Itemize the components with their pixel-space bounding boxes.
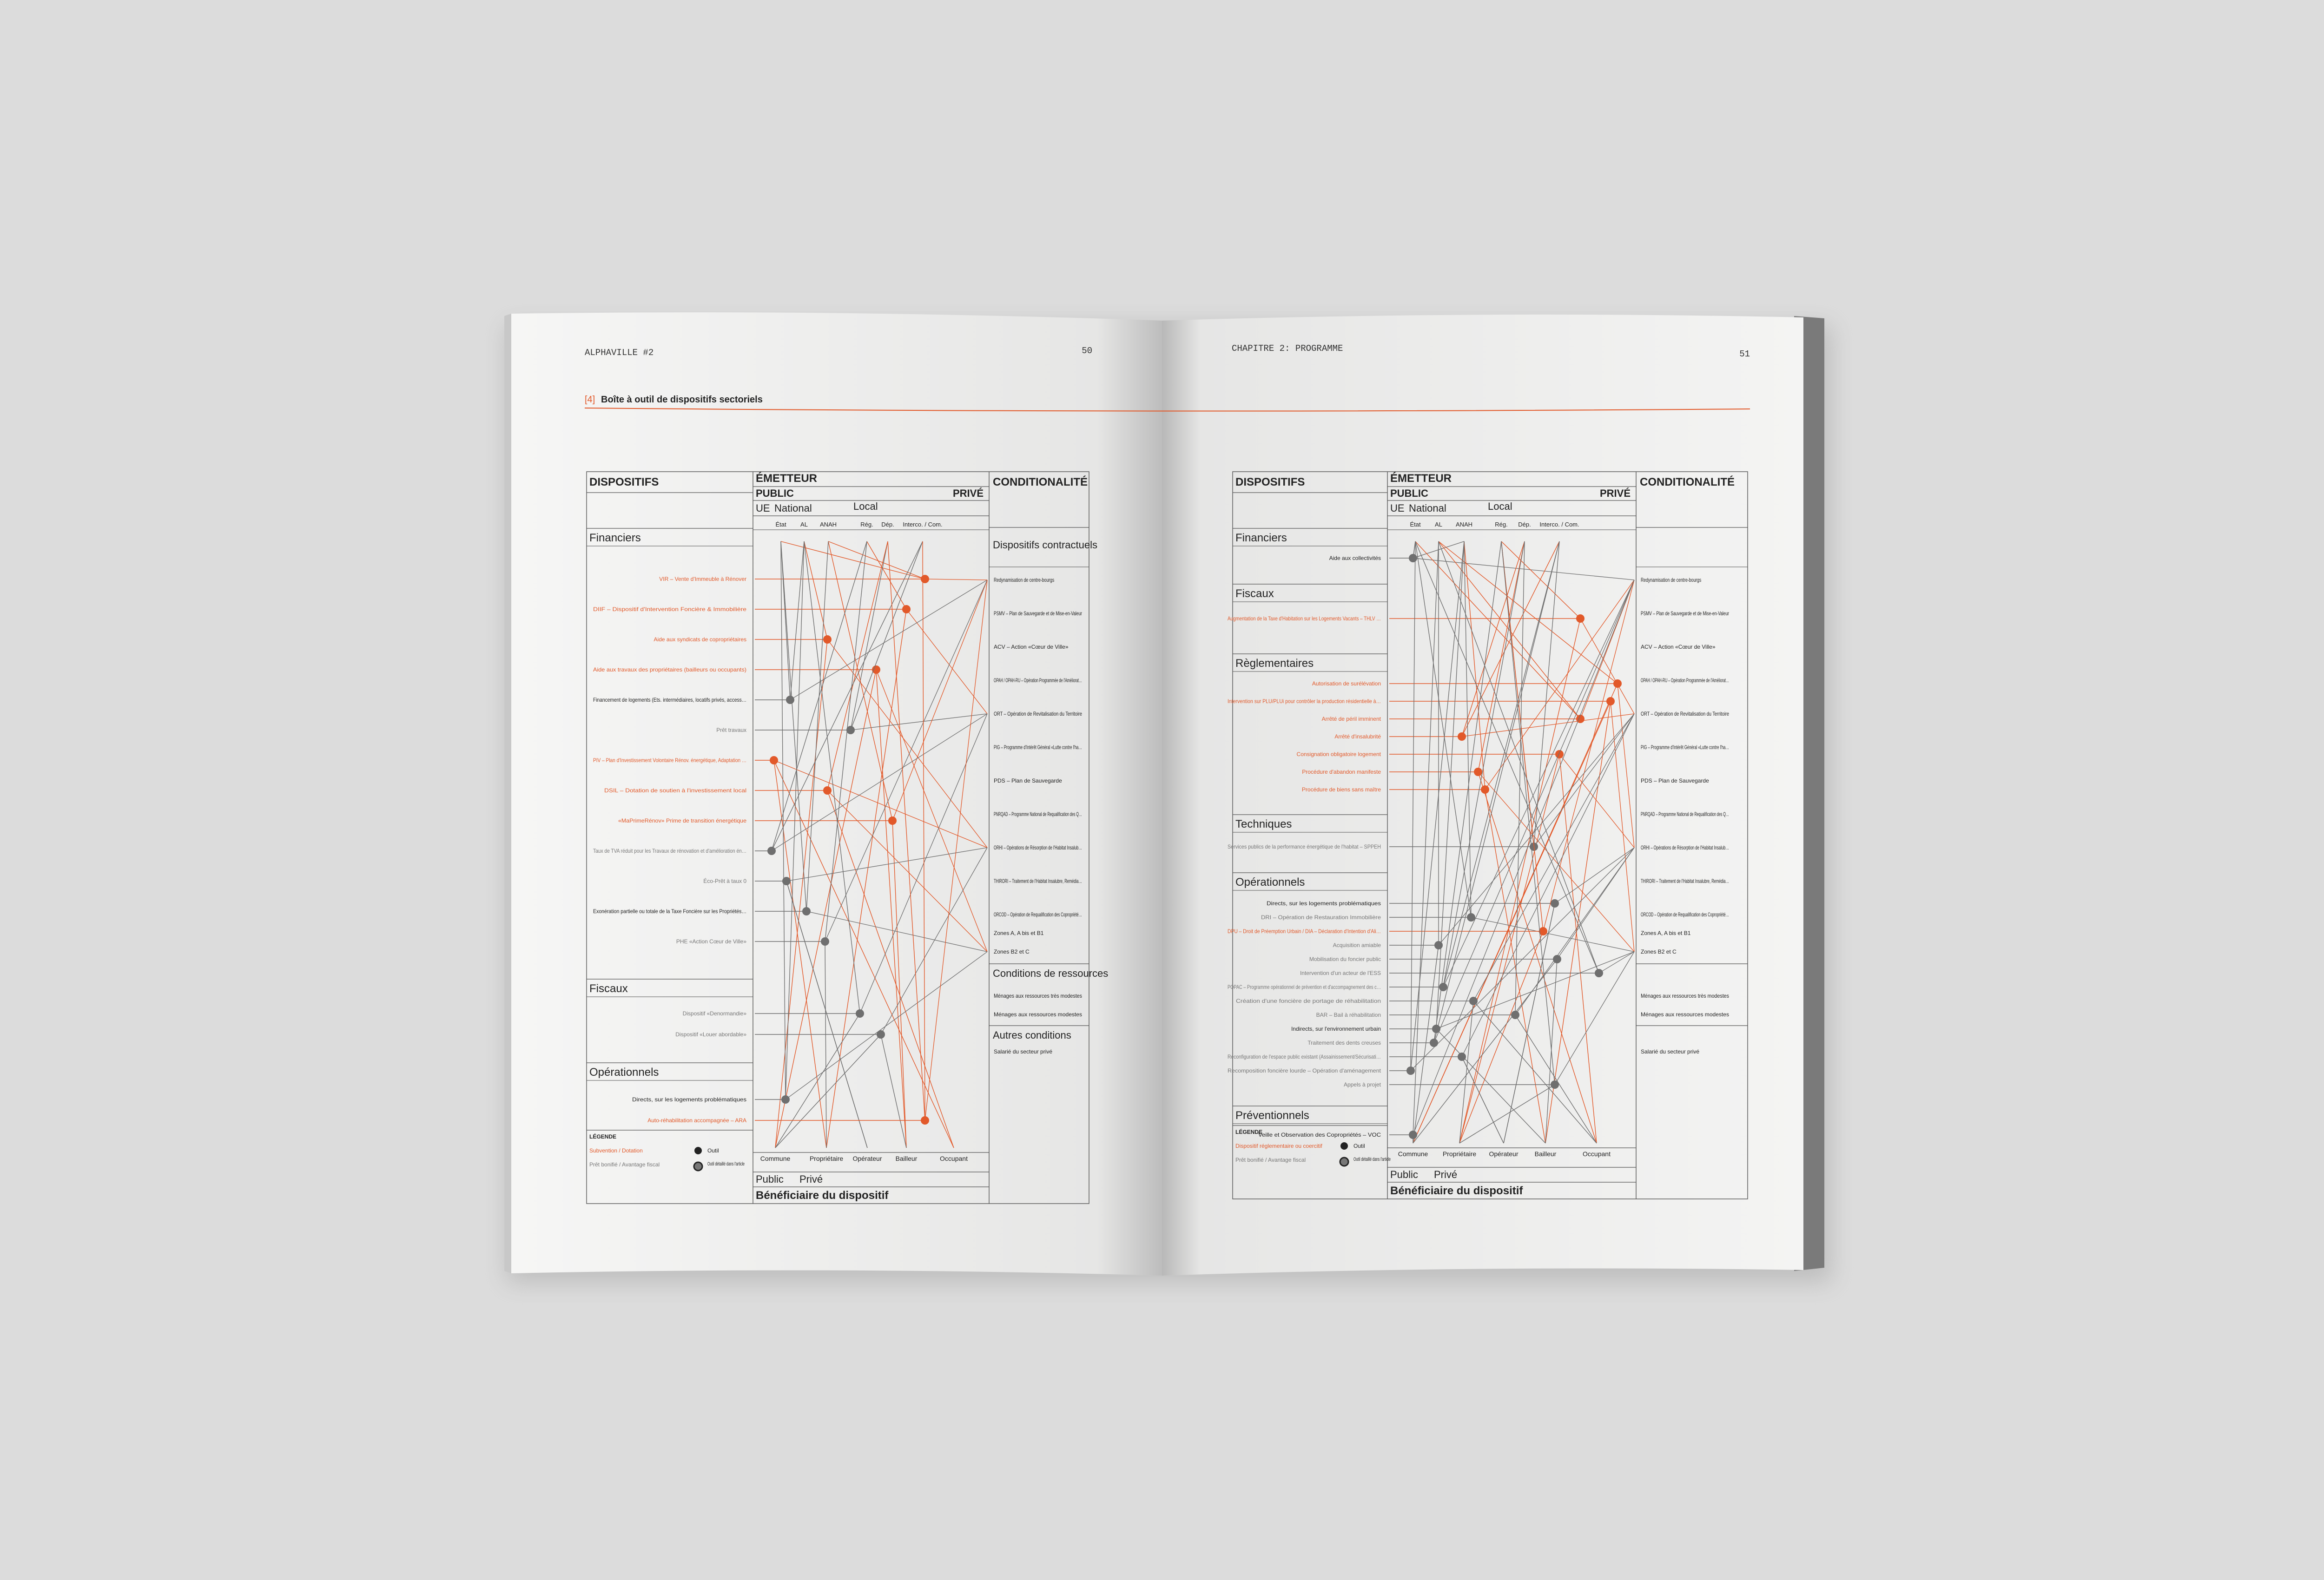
legend-outil-dot	[1340, 1142, 1348, 1150]
condition-item: Zones B2 et C	[1641, 948, 1677, 955]
condition-item: PDS – Plan de Sauvegarde	[994, 777, 1062, 784]
condition-item: Redynamisation de centre-bourgs	[1641, 577, 1702, 583]
emitter-label: ANAH	[1455, 521, 1473, 528]
tool-node	[1555, 750, 1564, 758]
beneficiary-label: Propriétaire	[1442, 1150, 1477, 1158]
dispositif-item: POPAC – Programme opérationnel de prévention et d'accompagnement des c…	[1228, 984, 1381, 990]
section-preventionnels: Préventionnels	[1235, 1109, 1309, 1122]
public-beneficiary: Public	[756, 1173, 784, 1185]
condition-item: PSMV – Plan de Sauvegarde et de Mise-en-Valeur	[1641, 610, 1729, 617]
dispositif-item: Mobilisation du foncier public	[1309, 956, 1381, 962]
emitter-label: AL	[1435, 521, 1442, 528]
dispositif-item: Arrêté de péril imminent	[1321, 716, 1381, 722]
tool-node	[1430, 1039, 1438, 1047]
dispositif-item: Services publics de la performance énergétique de l'habitat – SPPEH	[1228, 843, 1381, 850]
dispositif-item: Intervention sur PLU/PLUi pour contrôler la production résidentielle à…	[1228, 698, 1381, 704]
local-header: Local	[853, 500, 878, 512]
conditionalite-header: CONDITIONALITÉ	[1640, 476, 1735, 488]
beneficiary-label: Commune	[1398, 1150, 1428, 1158]
condition-item: ORCOD – Opération de Requalification des Copropriété…	[994, 911, 1082, 918]
tool-node	[1551, 1080, 1559, 1089]
public-beneficiary: Public	[1390, 1169, 1418, 1180]
section-financiers: Financiers	[1235, 532, 1287, 544]
legend-outil: Outil	[1353, 1143, 1365, 1149]
tool-node	[802, 907, 811, 915]
tool-node	[1511, 1011, 1519, 1019]
tool-node	[902, 605, 911, 613]
dispositif-item: «MaPrimeRénov» Prime de transition énergétique	[618, 817, 747, 824]
prive-beneficiary: Privé	[1434, 1169, 1458, 1180]
beneficiary-label: Opérateur	[1489, 1150, 1519, 1158]
condition-item: THIRORI – Traitement de l'Habitat Insalubre, Remédia…	[1641, 878, 1729, 884]
left-page-edge	[504, 314, 511, 1273]
tool-node	[823, 635, 832, 644]
tool-node	[767, 847, 776, 855]
dispositif-item: Intervention d'un acteur de l'ESS	[1300, 970, 1381, 976]
dispositif-item: DIIF – Dispositif d'Intervention Foncière & Immobilière	[593, 606, 747, 612]
tool-node	[1458, 732, 1466, 741]
emitter-label: État	[1410, 521, 1421, 528]
dispositif-item: Reconfiguration de l'espace public existant (Assainissement/Sécurisati…	[1228, 1053, 1381, 1060]
section-fiscaux: Fiscaux	[589, 982, 628, 995]
tool-node	[872, 665, 880, 674]
prive-beneficiary: Privé	[799, 1173, 823, 1185]
dispositif-item: Exonération partielle ou totale de la Taxe Foncière sur les Propriétés…	[593, 908, 746, 915]
dispositif-item: Acquisition amiable	[1333, 942, 1381, 948]
tool-node	[1474, 768, 1482, 776]
emitter-label: ANAH	[819, 521, 837, 528]
condition-item: ORHI – Opérations de Résorption de l'Habitat Insalub…	[1641, 844, 1729, 851]
tool-node	[1409, 554, 1417, 562]
legend-outil-detaille-dot	[1340, 1158, 1348, 1166]
dispositifs-header: DISPOSITIFS	[1235, 476, 1305, 488]
national-header: National	[1409, 502, 1446, 514]
section-fiscaux: Fiscaux	[1235, 587, 1274, 600]
dispositif-item: VIR – Vente d'Immeuble à Rénover	[659, 576, 746, 582]
ue-header: UE	[1390, 502, 1405, 514]
condition-item: ORT – Opération de Revitalisation du Territoire	[994, 711, 1083, 717]
condition-item: Zones A, A bis et B1	[1641, 930, 1691, 936]
dispositif-item: Recomposition foncière lourde – Opération d'aménagement	[1228, 1067, 1381, 1074]
emitter-label: Interco. / Com.	[903, 521, 943, 528]
running-head-right: CHAPITRE 2: PROGRAMME	[1232, 343, 1343, 354]
dispositif-item: Augmentation de la Taxe d'Habitation sur les Logements Vacants – THLV …	[1228, 615, 1381, 622]
tool-node	[770, 756, 778, 764]
emetteur-header: ÉMETTEUR	[756, 472, 817, 485]
condition-item: PDS – Plan de Sauvegarde	[1641, 777, 1709, 784]
section-reglementaires: Règlementaires	[1235, 657, 1314, 670]
dispositif-item: DSIL – Dotation de soutien à l'investissement local	[604, 787, 746, 794]
dispositif-item: Dispositif «Denormandie»	[682, 1010, 746, 1017]
section-operationnels: Opérationnels	[1235, 876, 1305, 889]
tool-node	[786, 696, 794, 704]
national-header: National	[774, 502, 812, 514]
dispositifs-header: DISPOSITIFS	[589, 476, 659, 488]
tool-node	[1406, 1066, 1415, 1075]
page-number-right: 51	[1739, 349, 1750, 359]
tool-node	[856, 1009, 864, 1018]
dispositif-item: Procédure de biens sans maître	[1301, 786, 1381, 793]
figure-index: [4]	[585, 395, 595, 405]
dispositif-item: Financement de logements (Ets. intermédiaires, locatifs privés, access…	[593, 697, 746, 703]
left-page	[511, 312, 1162, 1276]
legend-pret: Prêt bonifié / Avantage fiscal	[589, 1161, 660, 1168]
emetteur-header: ÉMETTEUR	[1390, 472, 1452, 485]
dispositif-item: Autorisation de surélévation	[1312, 680, 1381, 687]
tool-node	[823, 786, 832, 795]
condition-item: ACV – Action «Cœur de Ville»	[994, 644, 1069, 650]
legend-title: LÉGENDE	[589, 1133, 617, 1140]
ue-header: UE	[756, 502, 770, 514]
dispositif-item: PHE «Action Cœur de Ville»	[676, 938, 746, 945]
page-number-left: 50	[1082, 346, 1092, 356]
condition-item: OPAH / OPAH-RU – Opération Programmée de l'Améliorat…	[994, 677, 1082, 684]
autre-item: Salarié du secteur privé	[994, 1048, 1053, 1055]
tool-node	[921, 1116, 929, 1125]
section-techniques: Techniques	[1235, 818, 1292, 830]
autre-item: Salarié du secteur privé	[1641, 1048, 1700, 1055]
dispositif-item: DPU – Droit de Préemption Urbain / DIA – Déclaration d'Intention d'Ali…	[1228, 928, 1381, 935]
section-autres: Autres conditions	[993, 1029, 1071, 1041]
emitter-label: Rég.	[1495, 521, 1508, 528]
tool-node	[1551, 899, 1559, 908]
condition-item: PSMV – Plan de Sauvegarde et de Mise-en-Valeur	[994, 610, 1082, 617]
ressource-item: Ménages aux ressources modestes	[994, 1011, 1082, 1018]
dispositif-item: Directs, sur les logements problématiques	[632, 1096, 746, 1103]
legend-outil-detaille: Outil détaillé dans l'article	[1353, 1157, 1391, 1162]
legend-subvention: Dispositif réglementaire ou coercitif	[1235, 1143, 1322, 1149]
ressource-item: Ménages aux ressources modestes	[1641, 1011, 1729, 1018]
dispositif-item: Directs, sur les logements problématiques	[1267, 900, 1381, 907]
beneficiary-label: Commune	[760, 1155, 791, 1162]
dispositif-item: PIV – Plan d'Investissement Volontaire Rénov. énergétique, Adaptation …	[593, 757, 746, 764]
section-operationnels: Opérationnels	[589, 1066, 659, 1079]
beneficiary-label: Bailleur	[895, 1155, 918, 1162]
beneficiary-label: Occupant	[940, 1155, 968, 1162]
dispositif-item: Création d'une foncière de portage de réhabilitation	[1236, 998, 1381, 1004]
condition-item: ORCOD – Opération de Requalification des Copropriété…	[1641, 911, 1729, 918]
section-financiers: Financiers	[589, 532, 641, 544]
dispositif-item: Appels à projet	[1343, 1081, 1381, 1088]
emitter-label: AL	[800, 521, 808, 528]
tool-node	[888, 816, 897, 825]
tool-node	[781, 1095, 790, 1104]
tool-node	[1606, 697, 1615, 705]
condition-item: Zones A, A bis et B1	[994, 930, 1044, 936]
beneficiary-label: Occupant	[1583, 1150, 1611, 1158]
running-head-left: ALPHAVILLE #2	[585, 348, 654, 358]
beneficiaire-header: Bénéficiaire du dispositif	[756, 1189, 889, 1202]
beneficiary-label: Propriétaire	[809, 1155, 844, 1162]
tool-node	[1595, 969, 1603, 977]
dispositif-item: BAR – Bail à réhabilitation	[1316, 1012, 1381, 1018]
tool-node	[1409, 1131, 1417, 1139]
legend-pret: Prêt bonifié / Avantage fiscal	[1235, 1157, 1306, 1163]
condition-item: OPAH / OPAH-RU – Opération Programmée de l'Améliorat…	[1641, 677, 1729, 684]
dispositif-item: Aide aux syndicats de copropriétaires	[654, 636, 746, 643]
public-header: PUBLIC	[1390, 487, 1428, 499]
tool-node	[1469, 997, 1478, 1005]
condition-item: ORT – Opération de Revitalisation du Territoire	[1641, 711, 1730, 717]
dispositif-item: Traitement des dents creuses	[1307, 1040, 1381, 1046]
ressource-item: Ménages aux ressources très modestes	[1641, 993, 1729, 999]
condition-item: PIG – Programme d'Intérêt Général «Lutte contre l'ha…	[1641, 744, 1729, 750]
tool-node	[921, 575, 929, 583]
tool-node	[1439, 983, 1447, 991]
section-ressources: Conditions de ressources	[993, 968, 1109, 979]
tool-node	[821, 937, 829, 946]
dispositif-item: Prêt travaux	[716, 727, 746, 733]
condition-item: PNRQAD – Programme National de Requalification des Q…	[1641, 811, 1729, 817]
tool-node	[1613, 679, 1622, 688]
condition-item: Redynamisation de centre-bourgs	[994, 577, 1055, 583]
dispositif-item: Arrêté d'insalubrité	[1334, 733, 1381, 740]
legend-outil: Outil	[707, 1147, 719, 1154]
legend-outil-dot	[694, 1147, 702, 1154]
dispositif-item: Consignation obligatoire logement	[1296, 751, 1381, 757]
emitter-label: État	[775, 521, 786, 528]
tool-node	[1481, 785, 1489, 794]
ressource-item: Ménages aux ressources très modestes	[994, 993, 1082, 999]
dispositif-item: Indirects, sur l'environnement urbain	[1291, 1026, 1381, 1032]
dispositif-item: Auto-réhabilitation accompagnée – ARA	[647, 1117, 746, 1124]
dispositif-item: Veille et Observation des Copropriétés – VOC	[1258, 1132, 1381, 1138]
emitter-label: Interco. / Com.	[1539, 521, 1579, 528]
emitter-label: Dép.	[881, 521, 894, 528]
legend-outil-detaille-dot	[694, 1162, 702, 1171]
prive-header: PRIVÉ	[952, 487, 984, 499]
dispositif-item: DRI – Opération de Restauration Immobilière	[1261, 914, 1381, 921]
condition-item: ORHI – Opérations de Résorption de l'Habitat Insalub…	[994, 844, 1082, 851]
conditionalite-header: CONDITIONALITÉ	[993, 476, 1088, 488]
emitter-label: Dép.	[1518, 521, 1531, 528]
dispositif-item: Éco-Prêt à taux 0	[703, 878, 746, 884]
tool-node	[1467, 913, 1475, 922]
legend-title: LÉGENDE	[1235, 1129, 1263, 1135]
beneficiaire-header: Bénéficiaire du dispositif	[1390, 1185, 1523, 1197]
beneficiary-label: Opérateur	[852, 1155, 882, 1162]
tool-node	[1458, 1053, 1466, 1061]
legend-outil-detaille: Outil détaillé dans l'article	[707, 1161, 745, 1167]
condition-item: PNRQAD – Programme National de Requalification des Q…	[994, 811, 1082, 817]
beneficiary-label: Bailleur	[1534, 1150, 1557, 1158]
dispositif-item: Taux de TVA réduit pour les Travaux de rénovation et d'amélioration én…	[593, 848, 746, 854]
dispositif-item: Dispositif «Louer abordable»	[675, 1031, 746, 1038]
tool-node	[1576, 614, 1585, 623]
section-contractuels: Dispositifs contractuels	[993, 539, 1097, 551]
condition-item: THIRORI – Traitement de l'Habitat Insalubre, Remédia…	[994, 878, 1082, 884]
dispositif-item: Procédure d'abandon manifeste	[1302, 769, 1381, 775]
legend-subvention: Subvention / Dotation	[589, 1147, 643, 1154]
emitter-label: Rég.	[860, 521, 873, 528]
public-header: PUBLIC	[756, 487, 794, 499]
dispositif-item: Aide aux collectivités	[1329, 555, 1381, 561]
figure-title: Boîte à outil de dispositifs sectoriels	[601, 395, 763, 405]
condition-item: PIG – Programme d'Intérêt Général «Lutte contre l'ha…	[994, 744, 1082, 750]
condition-item: ACV – Action «Cœur de Ville»	[1641, 644, 1716, 650]
prive-header: PRIVÉ	[1599, 487, 1631, 499]
dispositif-item: Aide aux travaux des propriétaires (bailleurs ou occupants)	[593, 666, 746, 673]
condition-item: Zones B2 et C	[994, 948, 1030, 955]
local-header: Local	[1488, 500, 1512, 512]
